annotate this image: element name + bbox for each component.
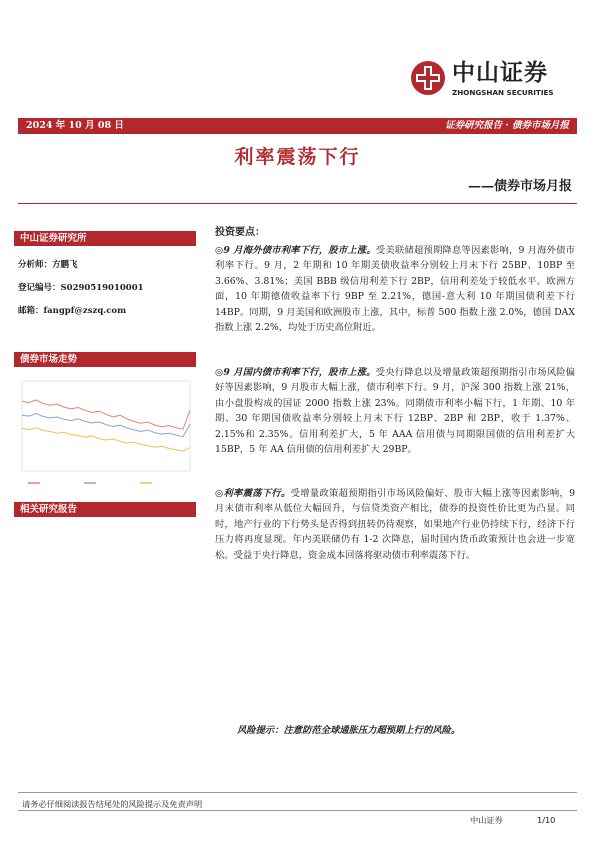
registration-row <box>18 282 144 294</box>
page-subtitle: ——债券市场月报 <box>467 179 572 194</box>
point-2 <box>215 365 575 457</box>
point-3-body: 受增量政策超预期指引市场风险偏好、股市大幅上涨等因素影响，9 月末债市利率从低位大幅回升，与信贷类资产相比，债券的投资性价比更为凸显。同时，地产行业的下行势头是否得到扭转仍待观察，如果地产行业仍持续下行，经济下行压力将再度显现。年内美联储仍有 1-2 次降息，届时国内货币政策预计也会进一步宽松。受益于央行降息，资金成本回落将驱动债市利率震荡下行。 <box>215 488 575 561</box>
footer-divider-2 <box>18 810 577 811</box>
email-label: 邮箱： <box>18 306 44 316</box>
report-kind: 证券研究报告 · 债券市场月报 <box>445 120 569 131</box>
bond-market-trend-chart <box>14 375 196 493</box>
company-logo <box>410 60 580 102</box>
point-2-lead: 9 月国内债市利率下行，股市上涨。 <box>223 367 376 378</box>
logo-mark-icon <box>410 60 446 96</box>
title-divider <box>18 203 577 204</box>
page-title: 利率震荡下行 <box>234 146 361 168</box>
bullet-icon: ◎ <box>215 488 224 499</box>
chart-series-line-2 <box>22 413 190 436</box>
registration-label: 登记编号： <box>18 283 61 293</box>
registration-number: S0290519010001 <box>60 283 144 293</box>
risk-warning: 风险提示：注意防范全球通胀压力超预期上行的风险。 <box>237 725 461 736</box>
institute-heading: 中山证券研究所 <box>14 231 196 246</box>
point-3-lead: 利率震荡下行。 <box>223 488 291 499</box>
bullet-icon: ◎ <box>215 367 224 378</box>
email-address[interactable]: fangpf@zszq.com <box>43 306 127 316</box>
page-number: 1/10 <box>537 815 556 825</box>
bullet-icon: ◎ <box>215 245 224 256</box>
related-research-heading: 相关研究报告 <box>14 502 196 517</box>
footer-divider <box>18 792 577 793</box>
point-2-body: 受央行降息以及增量政策超预期指引市场风险偏好等因素影响，9 月股市大幅上涨，债市利率下行。9 月，沪深 300 指数上涨 21%，由小盘股构成的国证 2000 指数上涨 23%。同期债市利率小幅下行，1 年期、10 年期、30 年期国债收益率分别较上月末下行 12BP、2BP 和 2BP，收于 1.37%、2.15%和 2.35%。信用利差扩大，5 年 AAA 信用债与同期限国债的信用利差扩大 15BP，5 年 AA 信用债的信用利差扩大 29BP。 <box>215 367 575 456</box>
investment-points-heading: 投资要点： <box>215 227 265 238</box>
analyst-name: 方鹏飞 <box>52 260 78 270</box>
trend-heading: 债券市场走势 <box>14 352 196 367</box>
point-3 <box>215 486 575 563</box>
chart-series-line-3 <box>22 428 190 451</box>
header-bar <box>18 118 577 134</box>
email-row <box>18 305 126 317</box>
logo-name-cn: 中山证券 <box>452 60 548 86</box>
report-date: 2024 年 10 月 08 日 <box>26 120 124 131</box>
analyst-row <box>18 259 78 271</box>
disclaimer-note: 请务必仔细阅读报告结尾处的风险提示及免责声明 <box>22 799 203 809</box>
footer-brand: 中山证券 <box>470 815 503 825</box>
analyst-label: 分析师： <box>18 260 53 270</box>
point-1-lead: 9 月海外债市利率下行，股市上涨。 <box>223 245 376 256</box>
point-1-body: 受美联储超预期降息等因素影响，9 月海外债市利率下行。9 月，2 年期和 10 年期美债收益率分别较上月末下行 25BP、10BP 至 3.66%、3.81%；美国 BBB 级信用利差下行 2BP，信用利差处于较低水平。欧洲方面，10 年期德债收益率下行 9BP 至 2.21%，德国-意大利 10 年期国债利差下行 14BP。同期，9 月美国和欧洲股市上涨，其中，标普 500 指数上涨 2.0%，德国 DAX 指数上涨 2.2%，均处于历史高位附近。 <box>215 245 575 334</box>
point-1 <box>215 243 575 335</box>
logo-name-en: ZHONGSHAN SECURITIES <box>452 88 554 97</box>
